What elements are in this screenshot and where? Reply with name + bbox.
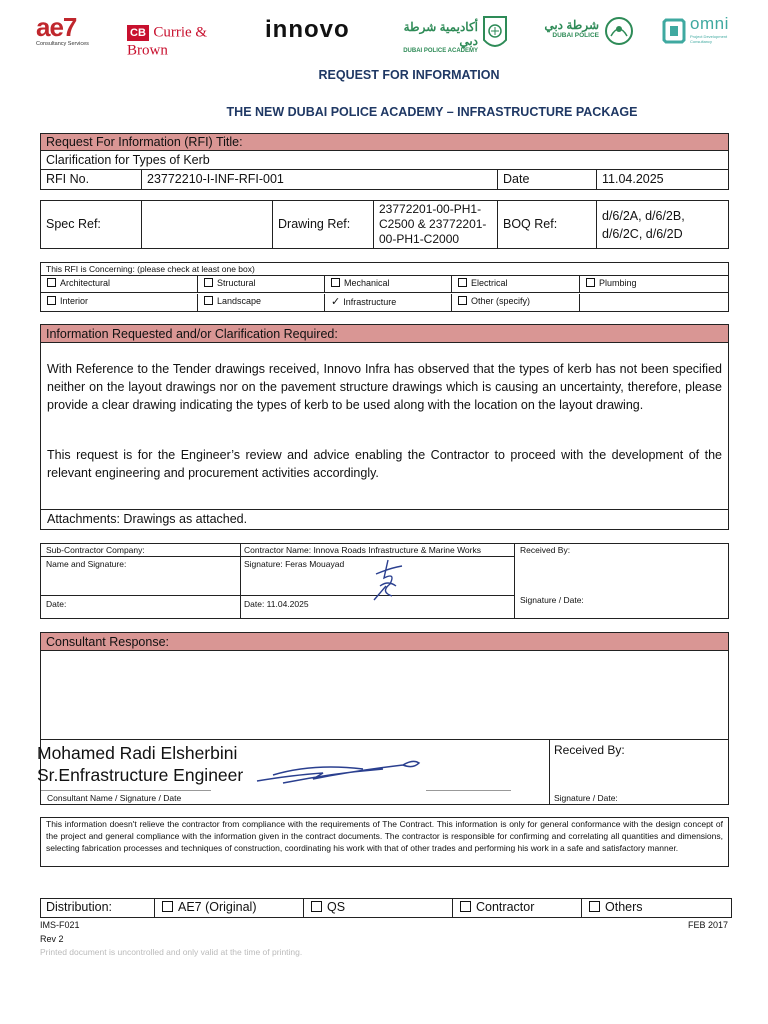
received-by-label: Received By: — [520, 545, 571, 555]
option-architectural[interactable]: Architectural — [47, 278, 110, 288]
distribution-contractor[interactable]: Contractor — [460, 900, 534, 914]
omni-subtitle: Project Development Consultancy — [690, 34, 728, 44]
option-landscape[interactable]: Landscape — [204, 296, 261, 306]
footer-date: FEB 2017 — [687, 920, 728, 930]
omni-logo — [662, 16, 742, 46]
other-checkbox[interactable] — [458, 296, 467, 305]
information-section — [40, 324, 729, 530]
distribution-others[interactable]: Others — [589, 900, 643, 914]
option-infrastructure[interactable]: ✓ Infrastructure — [331, 296, 397, 308]
references-table — [40, 200, 729, 249]
option-interior[interactable]: Interior — [47, 296, 88, 306]
consultant-position: Sr.Enfrastructure Engineer — [37, 765, 244, 785]
consultant-signature-scribble — [253, 749, 433, 789]
name-signature-label: Name and Signature: — [46, 559, 127, 569]
option-plumbing[interactable]: Plumbing — [586, 278, 637, 288]
distribution-label: Distribution: — [46, 900, 112, 914]
rfi-date-value: 11.04.2025 — [602, 172, 664, 186]
contractor-signature-scribble — [366, 556, 411, 604]
electrical-checkbox[interactable] — [458, 278, 467, 287]
rfi-title-block — [40, 133, 729, 190]
qs-checkbox[interactable] — [311, 901, 322, 912]
consultant-received-by-label: Received By: — [554, 743, 625, 757]
form-number: IMS-F021 — [40, 920, 80, 930]
dubai-police-logo — [543, 16, 643, 48]
consultant-signature-date-label: Signature / Date: — [554, 793, 618, 803]
ae7-checkbox[interactable] — [162, 901, 173, 912]
rfi-date-label: Date — [503, 172, 530, 186]
plumbing-checkbox[interactable] — [586, 278, 595, 287]
dpa-arabic-text: أكاديمية شرطة دبي — [403, 20, 478, 48]
omni-text: omni — [690, 14, 729, 33]
dpa-crest-icon — [481, 14, 509, 54]
rfi-no-label: RFI No. — [46, 172, 90, 186]
contractor-name: Contractor Name: Innova Roads Infrastructure & Marine Works — [244, 545, 481, 555]
attachments-text: Attachments: Drawings as attached. — [47, 512, 248, 526]
rfi-title-label: Request For Information (RFI) Title: — [46, 135, 243, 149]
consultant-section — [37, 632, 729, 805]
information-label: Information Requested and/or Clarification Required: — [46, 327, 338, 341]
contractor-checkbox[interactable] — [460, 901, 471, 912]
infrastructure-checkmark-icon[interactable]: ✓ — [331, 296, 341, 308]
option-other[interactable]: Other (specify) — [458, 296, 530, 306]
dpa-english-text: DUBAI POLICE ACADEMY — [403, 48, 478, 54]
subcontractor-company-label: Sub-Contractor Company: — [46, 545, 145, 555]
left-date-label: Date: — [46, 599, 67, 609]
rfi-no-value: 23772210-I-INF-RFI-001 — [147, 172, 284, 186]
mechanical-checkbox[interactable] — [331, 278, 340, 287]
consultant-response-label: Consultant Response: — [46, 635, 169, 649]
interior-checkbox[interactable] — [47, 296, 56, 305]
option-electrical[interactable]: Electrical — [458, 278, 508, 288]
cb-mark: CB — [127, 25, 149, 41]
architectural-checkbox[interactable] — [47, 278, 56, 287]
omni-mark-icon — [662, 18, 686, 44]
distribution-ae7[interactable]: AE7 (Original) — [162, 900, 257, 914]
information-paragraph-2: This request is for the Engineer’s review and advice enabling the Contractor to proceed with the development of the relevant engineering and procurement activities accordingly. — [47, 448, 722, 480]
cb-text: Currie & Brown — [127, 24, 208, 59]
drawing-ref-value: 23772201-00-PH1-C2500 & 23772201-00-PH1-C2000 — [379, 202, 487, 246]
structural-checkbox[interactable] — [204, 278, 213, 287]
contractor-signature: Signature: Feras Mouayad — [244, 559, 345, 569]
ae7-logo-subtitle: Consultancy Services — [36, 41, 89, 47]
revision: Rev 2 — [40, 934, 64, 944]
landscape-checkbox[interactable] — [204, 296, 213, 305]
drawing-ref-label: Drawing Ref: — [278, 217, 351, 231]
boq-ref-value: d/6/2A, d/6/2B, d/6/2C, d/6/2D — [602, 209, 685, 241]
signoff-table — [40, 543, 729, 619]
disclaimer-box — [40, 817, 729, 867]
ae7-logo — [36, 14, 96, 48]
contractor-date: Date: 11.04.2025 — [244, 599, 309, 609]
spec-ref-label: Spec Ref: — [46, 217, 101, 231]
uncontrolled-note: Printed document is uncontrolled and only valid at the time of printing. — [40, 947, 303, 957]
concerning-table — [40, 262, 729, 312]
information-paragraph-1: With Reference to the Tender drawings received, Innovo Infra has observed that the types of kerb has not been specified neither on the layout drawings nor on the pavement structure drawings which is causing an uncertainty, therefore, please provide a clear drawing indicating the types of kerb to be used along with the location on the layout drawing. — [47, 362, 722, 412]
disclaimer-text: This information doesn't relieve the contractor from compliance with the requirements of The Contract. This information is only for general conformance with the design concept of the project and general compliance with the information given in the contract documents. The contractor is responsible for confirming and correlating all quantities and dimensions, selecting fabrication processes and techniques of construction, coordinating his work with that of other trades and performing his work in a safe and satisfactory manner. — [46, 819, 723, 853]
rfi-title-value: Clarification for Types of Kerb — [46, 153, 210, 167]
project-subtitle: THE NEW DUBAI POLICE ACADEMY – INFRASTRUCTURE PACKAGE — [226, 105, 638, 119]
document-title: REQUEST FOR INFORMATION — [318, 68, 500, 82]
innovo-logo: innovo — [265, 16, 350, 43]
dubai-police-academy-logo — [388, 14, 513, 56]
option-structural[interactable]: Structural — [204, 278, 256, 288]
consultant-name: Mohamed Radi Elsherbini — [37, 743, 238, 763]
dp-arabic-text: شرطة دبي — [544, 18, 599, 32]
others-checkbox[interactable] — [589, 901, 600, 912]
boq-ref-label: BOQ Ref: — [503, 217, 558, 231]
option-mechanical[interactable]: Mechanical — [331, 278, 390, 288]
signature-date-label: Signature / Date: — [520, 595, 584, 605]
ae7-logo-text: ae7 — [36, 12, 77, 42]
dp-english-text: DUBAI POLICE — [552, 32, 599, 39]
currie-brown-logo — [127, 24, 247, 59]
consultant-footer-label: Consultant Name / Signature / Date — [47, 793, 182, 803]
concerning-label: This RFI is Concerning: (please check at least one box) — [46, 264, 255, 274]
distribution-table — [40, 898, 732, 918]
distribution-qs[interactable]: QS — [311, 900, 345, 914]
dp-emblem-icon — [603, 16, 635, 46]
